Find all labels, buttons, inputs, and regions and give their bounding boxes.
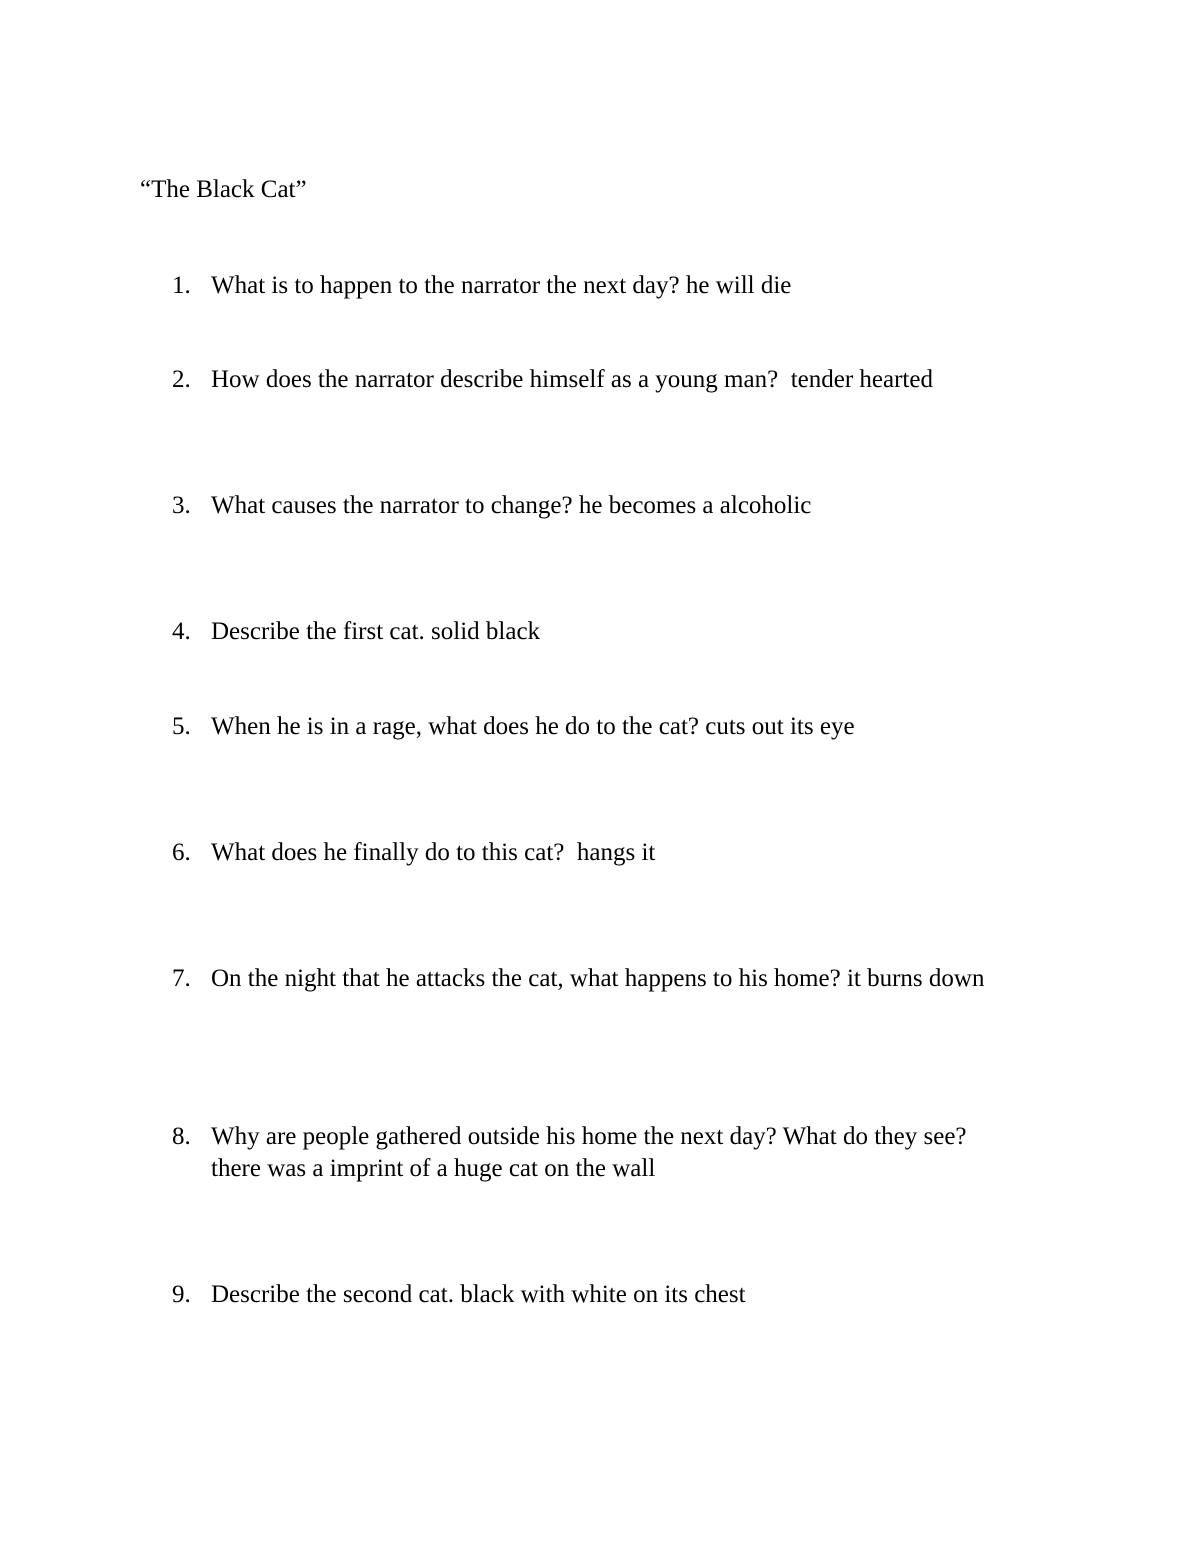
question-answer: hangs it [570, 839, 656, 866]
question-item-5 [172, 711, 1052, 743]
question-text [211, 364, 1052, 396]
question-item-2 [172, 364, 1052, 396]
question-item-3 [172, 490, 1052, 522]
question-number: 4. [172, 618, 191, 645]
question-text [211, 837, 1052, 869]
question-item-1 [172, 270, 1052, 302]
question-number: 1. [172, 272, 191, 299]
question-text [211, 1121, 1052, 1185]
question-text [211, 963, 1002, 995]
question-item-7 [172, 963, 1002, 995]
question-number: 2. [172, 366, 191, 393]
question-number: 5. [172, 713, 191, 740]
question-text [211, 616, 1052, 648]
question-text [211, 1279, 1052, 1311]
question-prompt: Why are people gathered outside his home the next day? What do they see? [211, 1123, 967, 1150]
question-item-8 [172, 1121, 1052, 1185]
question-text [211, 711, 1052, 743]
question-answer: tender hearted [784, 366, 933, 393]
question-answer: cuts out its eye [705, 713, 855, 740]
question-answer: it burns down [846, 965, 985, 992]
question-answer: there was a imprint of a huge cat on the wall [211, 1155, 656, 1182]
question-item-4 [172, 616, 1052, 648]
question-answer: black with white on its chest [460, 1281, 746, 1308]
question-prompt: On the night that he attacks the cat, what happens to his home? [211, 965, 841, 992]
question-number: 7. [172, 965, 191, 992]
question-answer: solid black [431, 618, 541, 645]
question-text [211, 490, 1052, 522]
question-prompt: What does he finally do to this cat? [211, 839, 565, 866]
question-text [211, 270, 1052, 302]
document-title: “The Black Cat” [140, 176, 307, 203]
question-prompt: When he is in a rage, what does he do to the cat? [211, 713, 700, 740]
question-prompt: What causes the narrator to change? [211, 492, 573, 519]
question-answer: he becomes a alcoholic [578, 492, 812, 519]
question-item-9 [172, 1279, 1052, 1311]
question-number: 8. [172, 1123, 191, 1150]
question-number: 6. [172, 839, 191, 866]
question-prompt: How does the narrator describe himself as a young man? [211, 366, 779, 393]
question-prompt: Describe the first cat. [211, 618, 425, 645]
question-prompt: Describe the second cat. [211, 1281, 454, 1308]
question-answer: he will die [685, 272, 792, 299]
question-number: 3. [172, 492, 191, 519]
question-prompt: What is to happen to the narrator the next day? [211, 272, 680, 299]
question-number: 9. [172, 1281, 191, 1308]
question-item-6 [172, 837, 1052, 869]
